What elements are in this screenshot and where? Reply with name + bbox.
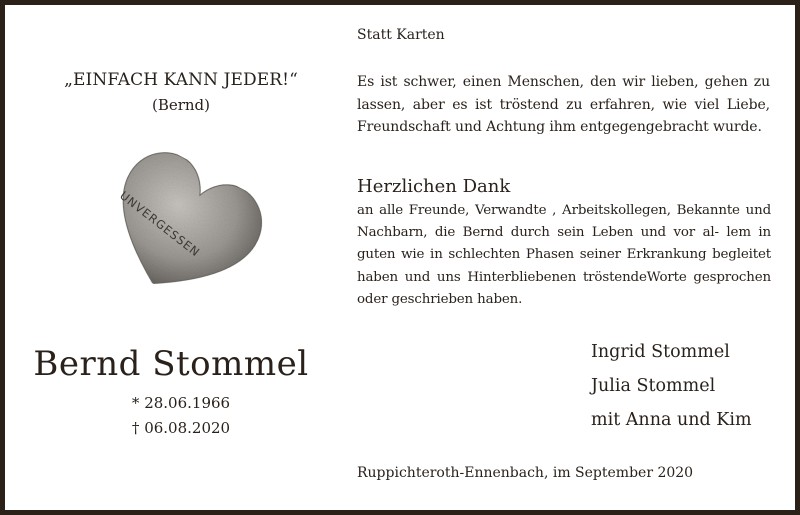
memorial-quote: „EINFACH KANN JEDER!“ <box>64 70 298 90</box>
deceased-name: Bernd Stommel <box>33 344 309 384</box>
quote-author: (Bernd) <box>151 96 211 114</box>
thanks-heading: Herzlichen Dank <box>357 176 511 197</box>
paragraph-intro: Es ist schwer, einen Menschen, den wir lieben, gehen zu lassen, aber es ist tröstend zu erfahren, wie viel Liebe, Freundschaft und Achtung ihm entgegengebracht wurde. <box>357 74 770 136</box>
signers-list <box>591 335 752 437</box>
heart-engraving: UNVERGESSEN <box>117 188 203 260</box>
signer-name: mit Anna und Kim <box>591 410 752 430</box>
paragraph-thanks: an alle Freunde, Verwandte , Arbeitskollegen, Bekannte und Nachbarn, die Bernd durch sein Leben und vor al- lem in guten wie in schlechten Phasen seiner Erkrankung begleitet haben und uns Hinterbliebenen tröstendeWorte gesprochen oder geschrieben haben. <box>357 203 771 307</box>
death-date: † 06.08.2020 <box>131 419 231 437</box>
life-dates <box>101 391 261 441</box>
signer-name: Julia Stommel <box>591 376 716 396</box>
stone-heart-image <box>97 141 269 313</box>
place-and-date: Ruppichteroth-Ennenbach, im September 2020 <box>357 465 694 481</box>
salutation: Statt Karten <box>357 27 445 43</box>
signer-name: Ingrid Stommel <box>591 342 730 362</box>
birth-date: * 28.06.1966 <box>131 394 231 412</box>
